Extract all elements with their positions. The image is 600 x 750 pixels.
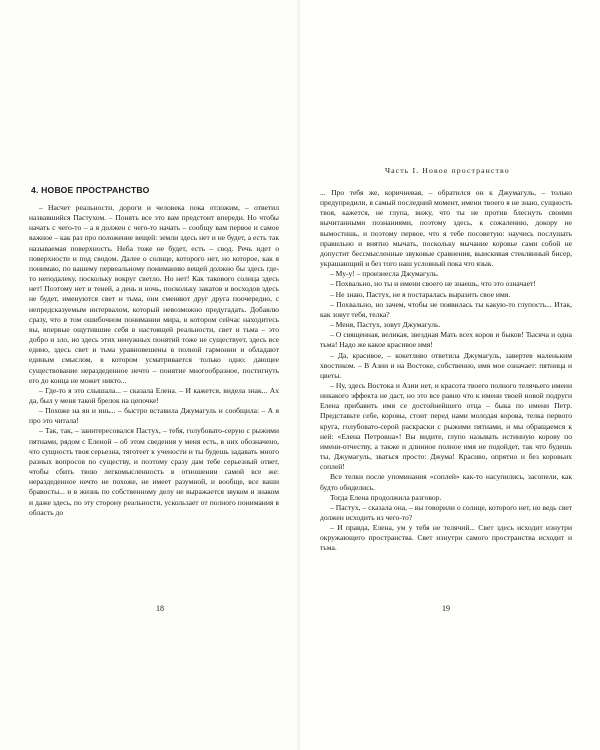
paragraph: – И правда, Елена, ум у тебя не телячий... Свет здесь исходит изнутри окружающего пространства. Свет изнутри самого пространства исходит и тьма. — [320, 523, 572, 553]
paragraph: Все телки после упоминания «соплей» как-то насупились, засопели, как будто обиделись. — [320, 472, 572, 492]
left-page-body — [29, 203, 279, 518]
page-number: 18 — [156, 604, 164, 613]
right-page-body — [320, 188, 572, 554]
paragraph: – Так, так, – заинтересовался Пастух, – тебя, голубовато-серую с рыжими пятнами, рядом с Еленой – об этом сведения у меня есть, в них обозначено, что сущность твоя серьезна, тяготеет к учености и ты будешь задавать много разных вопросов по существу, и поэтому сразу дам тебе серьезный ответ, чтобы сбить твою легкомысленность в отношении самой все же: нераздеденное нечто не похоже, не имеет разумной, и вообще, все ваши бравосты... и в жизнь по собственному делу не выражается звуком и знаком и даже здесь, по эту сторону реальности, ускользает от полного понимания в область до — [29, 426, 279, 517]
right-page — [300, 0, 600, 750]
paragraph: – Ну, здесь Востока и Азии нет, и красота твоего полного телячьего имени никакого эффекта не даст, но это все равно что к имени твоей новой подруги Елена прибавить имя се достойнейшего отца – быка по имени Петр. Представьте себе, коровы, стоит перед нами молодая корова, телка первого круга, голубовато-серой раскраски с рыжими пятнами, и мы обращаемся к ней: «Елена Петровна»! Вы видите, глупо называть истинную корову по имени-отчеству, а также и длинное полное имя не подойдет, так что будешь ты, Джумагуль, зваться просто: Джума! Красиво, опрятно и без коровьих соплей! — [320, 380, 572, 472]
paragraph: Тогда Елена продолжила разговор. — [330, 492, 442, 502]
running-header: Часть I. Новое пространство — [385, 166, 510, 175]
paragraph: – Где-то я это слышала... – сказала Елена. – И кажется, видела знак... Ах да, был у меня такой брелок на цепочке! — [29, 385, 279, 405]
paragraph: – О священная, великая, звездная Мать всех коров и быков! Тысяча и одна тьма! Надо же какое красивое имя! — [320, 330, 572, 350]
paragraph: – Похвально, но ты и имени своего не знаешь, что это означает! — [330, 279, 536, 289]
paragraph: ... Про тебя же, коричневая, – обратился он к Джумагуль, – только предупредили, в самый последний момент, имени твоего я не знаю, сущность твоя, кажется, не глупа, вижу, что ты не против блеснуть своими вычитанными познаниями, поэтому здесь, к сожалению, докору не вымостишь, и поэтому первое, что я тебе посоветую: научись послушать правильно и внятно мычать, поскольку мычание коровье сами собой не допустит бессмысленные звуковые сравнения, выискивая стеклянный бисер, украшающий и без того наш условный пока что язык. — [320, 188, 572, 269]
paragraph: – Похоже на ян и инь... – быстро вставила Джумагуль и сообщила: – А я про это читала! — [29, 406, 279, 426]
paragraph: – Похвально, но зачем, чтобы не появилась ты какую-то глупость... Итак, как зовут тебя, телка? — [320, 299, 572, 319]
chapter-title: 4. НОВОЕ ПРОСТРАНСТВО — [31, 185, 150, 195]
paragraph: – Му-у! – произнесла Джумагуль. — [330, 269, 439, 279]
paragraph: – Меня, Пастух, зовут Джумагуль. — [330, 320, 441, 330]
paragraph: – Пастух, – сказала она, – вы говорили о солнце, которого нет, но ведь свет должен исходить из чего-то? — [320, 502, 572, 522]
paragraph: – Насчет реальности, дороги и человека пока отложим, – ответил назвавшийся Пастухом. – Понять все это вам предстоит впереди. Но чтобы начать с чего-то – а я должен с чего-то начать – сообщу вам первое и самое важное – как раз про положение вещей: земли здесь нет и не будет, а есть так называемая поверхность. Неба тоже не будет, есть – свод. Речь идет о поверхности и под сводом. Далее о солнце, которого нет, но которое, как я понимаю, по вашему первеальному пониманию вещей должно бы здесь где-то неподалеку, поскольку вокруг светло. Но нет! Как такового солнца здесь нет! Поэтому нет и теней, а день и ночь, поскольку закатов и восходов здесь не будет, именуются свет и тьма, они сменяют друг друга поочередно, с непредсказуемым интервалом, который невозможно предугадать. Добавлю сразу, что в том ошибочном понимании мира, в котором сейчас находитесь вы, впервые ощутившие себя в настоящей реальности, свет и тьма – это добро и зло, но здесь этих ненужных понятий тоже не существует, здесь все едино, здесь свет и тьма уравновешены в полной гармонии и обладают единым смыслом, в котором усматривается только одно: дающее существование нераздеденное нечто – понятие многообразное, постигнуть его до конца не может никто... — [29, 203, 279, 385]
page-number: 19 — [442, 604, 450, 613]
paragraph: – Не знаю, Пастух, не я постаралась выразить свое имя. — [330, 289, 511, 299]
paragraph: – Да, красивое, – кокетливо ответила Джумагуль, завертев маленьким хвостиком. – В Азии и на Востоке, собственно, имя мое означает: пятница и цветы. — [320, 350, 572, 380]
